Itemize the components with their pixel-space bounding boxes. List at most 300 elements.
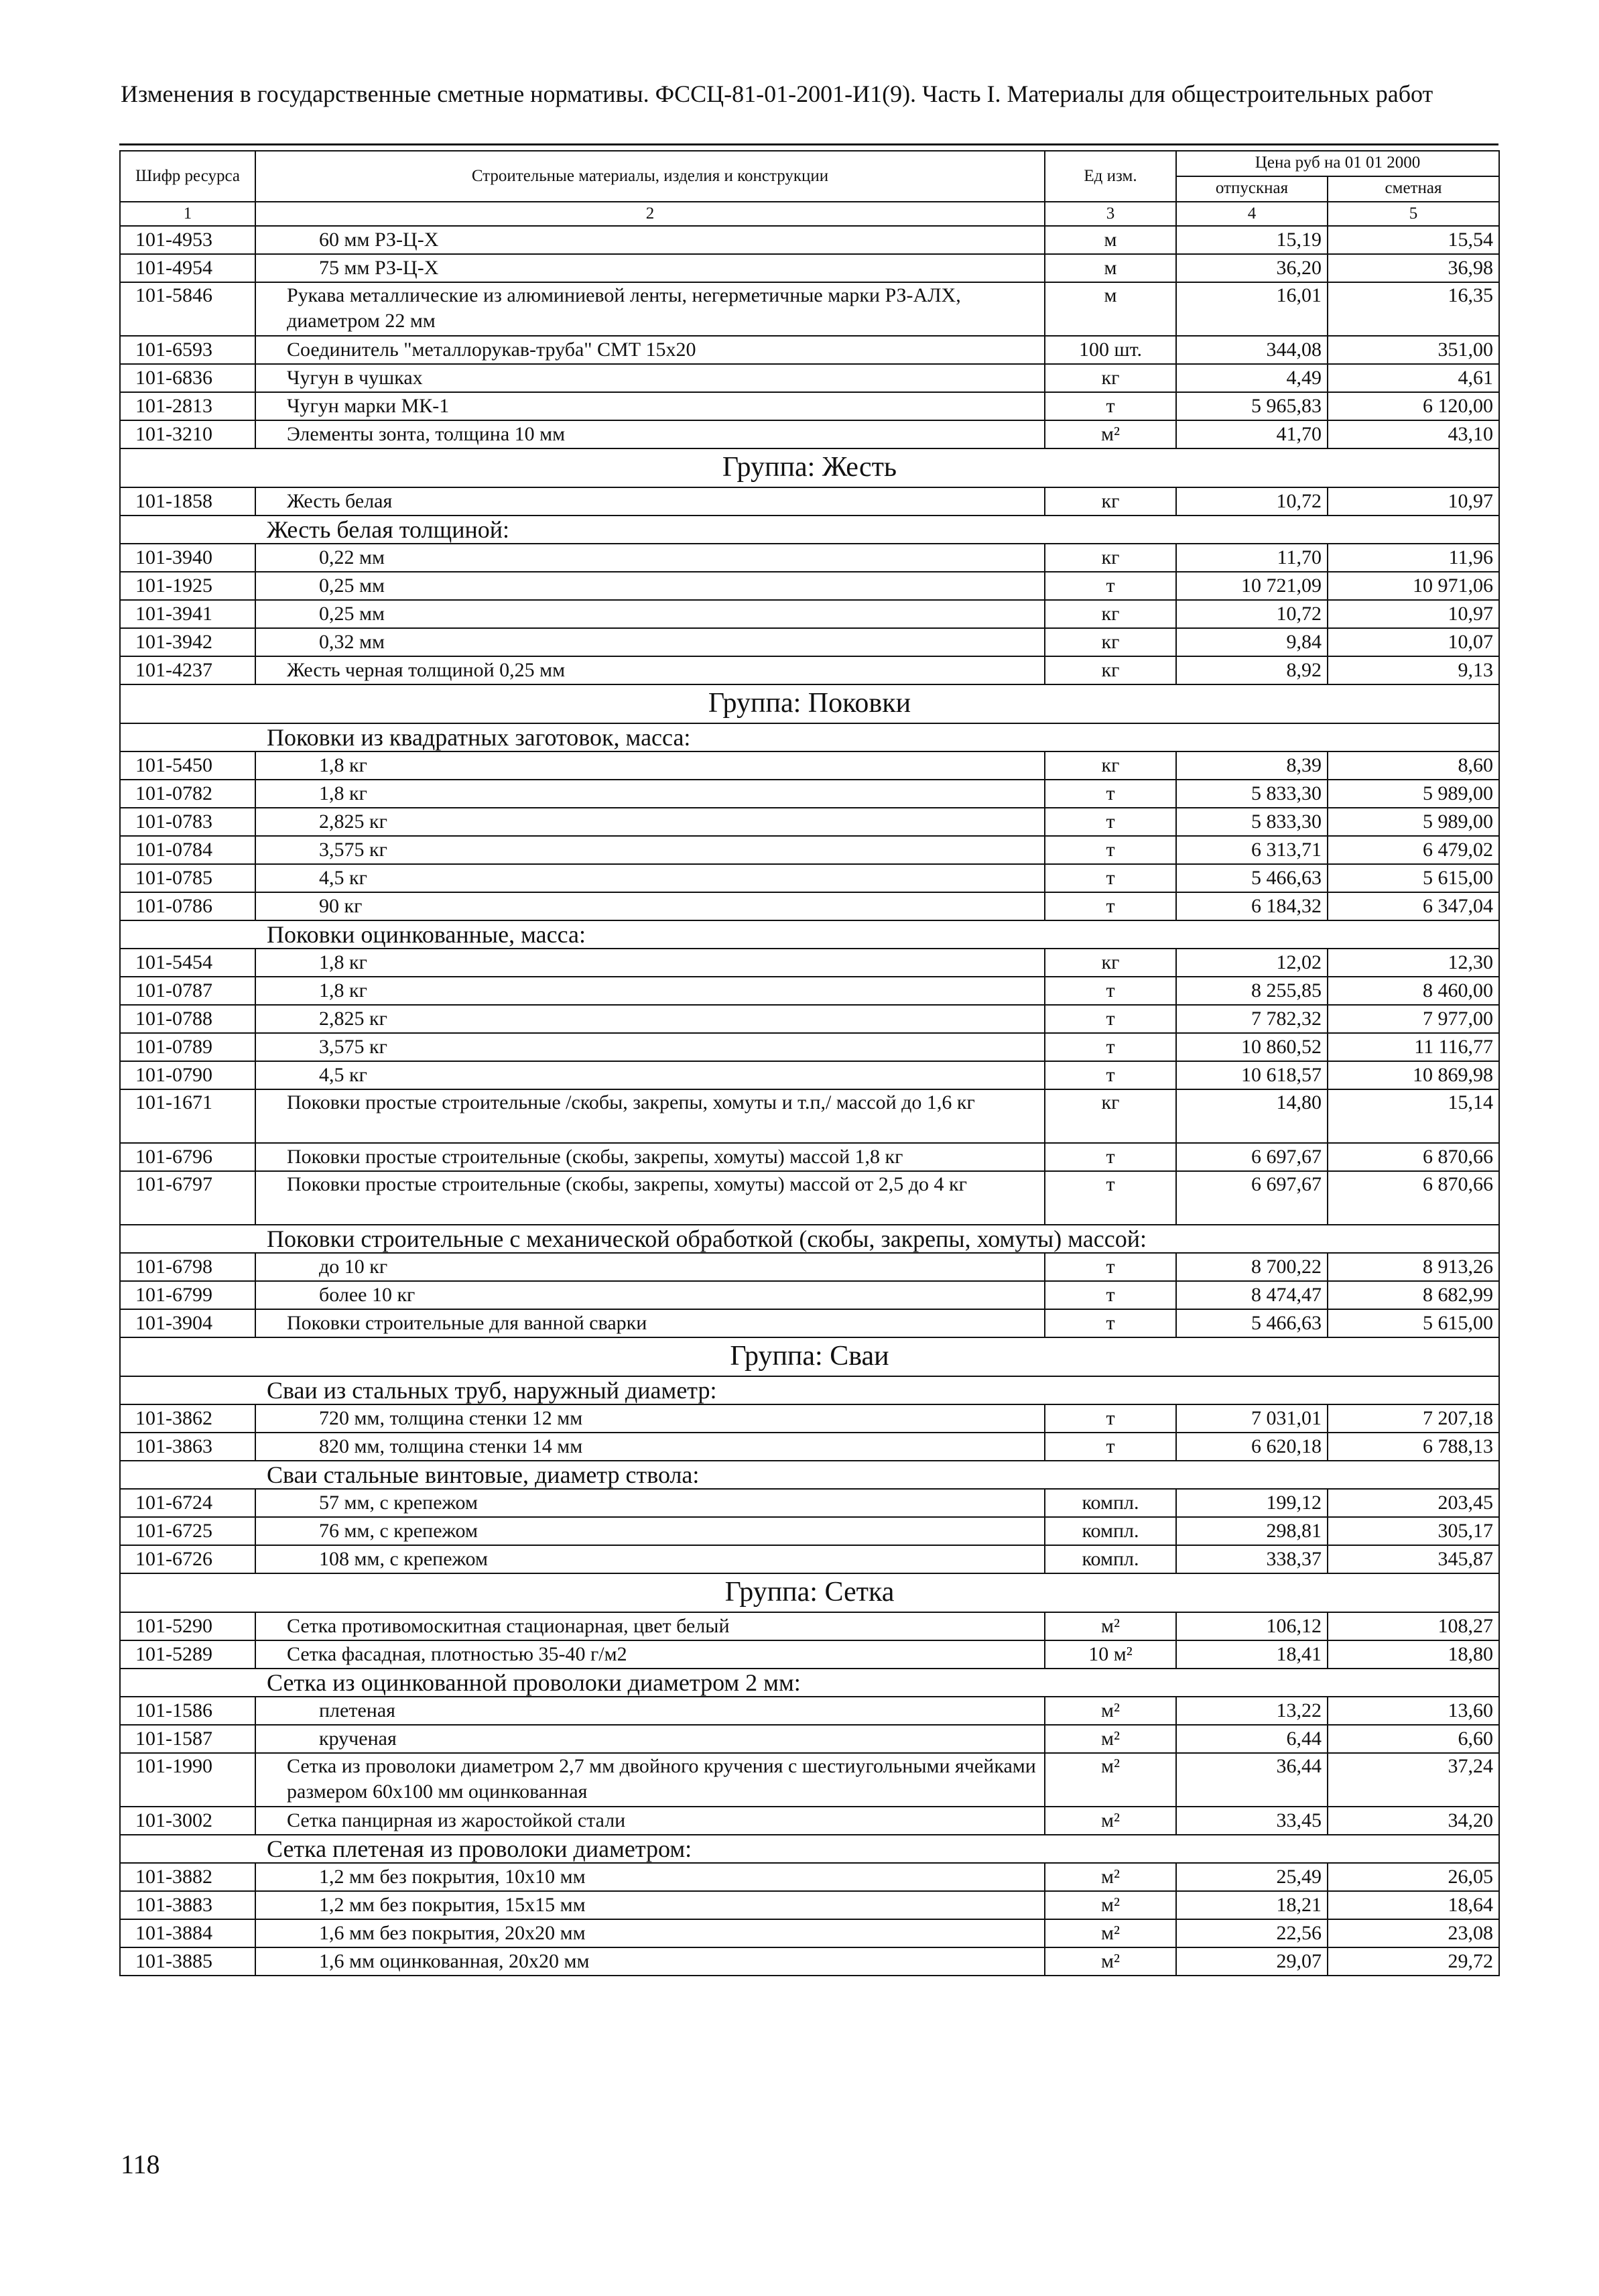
document-header: Изменения в государственные сметные нормативы. ФССЦ-81-01-2001-И1(9). Часть I. Материалы для общестроительных работ xyxy=(121,80,1433,107)
release-price-cell: 4,49 xyxy=(1176,364,1328,392)
unit-cell: т xyxy=(1045,1171,1176,1225)
material-name-cell: 1,8 кг xyxy=(255,751,1045,780)
release-price-cell: 16,01 xyxy=(1176,282,1328,336)
resource-code-cell: 101-3882 xyxy=(120,1863,255,1891)
material-name-cell: Поковки строительные для ванной сварки xyxy=(255,1309,1045,1337)
release-price-cell: 6 184,32 xyxy=(1176,892,1328,920)
material-name-cell: 3,575 кг xyxy=(255,836,1045,864)
resource-code-cell: 101-6796 xyxy=(120,1143,255,1171)
estimate-price-cell: 43,10 xyxy=(1328,420,1499,448)
estimate-price-cell: 23,08 xyxy=(1328,1919,1499,1947)
unit-cell: т xyxy=(1045,1253,1176,1281)
material-name-cell: плетеная xyxy=(255,1697,1045,1725)
release-price-cell: 13,22 xyxy=(1176,1697,1328,1725)
unit-cell: т xyxy=(1045,808,1176,836)
release-price-cell: 12,02 xyxy=(1176,949,1328,977)
estimate-price-cell: 15,14 xyxy=(1328,1089,1499,1143)
release-price-cell: 5 466,63 xyxy=(1176,1309,1328,1337)
column-header-price: Цена руб на 01 01 2000 xyxy=(1176,151,1499,176)
material-name-cell: Сетка из проволоки диаметром 2,7 мм двойного кручения с шестиугольными ячейками размером 60х100 мм оцинкованная xyxy=(255,1753,1045,1807)
unit-cell: м² xyxy=(1045,1807,1176,1835)
subgroup-heading-row xyxy=(120,1225,1499,1253)
price-table xyxy=(119,150,1500,1976)
release-price-cell: 33,45 xyxy=(1176,1807,1328,1835)
table-row xyxy=(120,254,1499,282)
table-row xyxy=(120,282,1499,336)
resource-code-cell: 101-5290 xyxy=(120,1612,255,1640)
estimate-price-cell: 108,27 xyxy=(1328,1612,1499,1640)
material-name-cell: Жесть белая xyxy=(255,487,1045,516)
estimate-price-cell: 6 788,13 xyxy=(1328,1433,1499,1461)
table-row xyxy=(120,420,1499,448)
table-row xyxy=(120,1947,1499,1976)
release-price-cell: 8,92 xyxy=(1176,656,1328,684)
unit-cell: т xyxy=(1045,392,1176,420)
release-price-cell: 29,07 xyxy=(1176,1947,1328,1976)
material-name-cell: до 10 кг xyxy=(255,1253,1045,1281)
unit-cell: т xyxy=(1045,572,1176,600)
resource-code-cell: 101-3862 xyxy=(120,1404,255,1433)
table-row xyxy=(120,226,1499,254)
unit-cell: кг xyxy=(1045,949,1176,977)
estimate-price-cell: 10,97 xyxy=(1328,600,1499,628)
table-row xyxy=(120,892,1499,920)
material-name-cell: Поковки простые строительные /скобы, закрепы, хомуты и т.п,/ массой до 1,6 кг xyxy=(255,1089,1045,1143)
table-row xyxy=(120,780,1499,808)
estimate-price-cell: 6,60 xyxy=(1328,1725,1499,1753)
release-price-cell: 7 782,32 xyxy=(1176,1005,1328,1033)
table-row xyxy=(120,977,1499,1005)
material-name-cell: 820 мм, толщина стенки 14 мм xyxy=(255,1433,1045,1461)
table-row xyxy=(120,1005,1499,1033)
table-body xyxy=(120,226,1499,1976)
unit-cell: т xyxy=(1045,1433,1176,1461)
unit-cell: кг xyxy=(1045,364,1176,392)
resource-code-cell: 101-3942 xyxy=(120,628,255,656)
release-price-cell: 10,72 xyxy=(1176,487,1328,516)
release-price-cell: 36,20 xyxy=(1176,254,1328,282)
material-name-cell: 1,6 мм без покрытия, 20х20 мм xyxy=(255,1919,1045,1947)
unit-cell: м² xyxy=(1045,420,1176,448)
subgroup-heading: Поковки оцинкованные, масса: xyxy=(120,920,1499,949)
resource-code-cell: 101-1671 xyxy=(120,1089,255,1143)
release-price-cell: 8 700,22 xyxy=(1176,1253,1328,1281)
table-row xyxy=(120,487,1499,516)
material-name-cell: 90 кг xyxy=(255,892,1045,920)
table-row xyxy=(120,1640,1499,1669)
release-price-cell: 199,12 xyxy=(1176,1489,1328,1517)
unit-cell: т xyxy=(1045,864,1176,892)
resource-code-cell: 101-0785 xyxy=(120,864,255,892)
estimate-price-cell: 8 913,26 xyxy=(1328,1253,1499,1281)
material-name-cell: 75 мм РЗ-Ц-Х xyxy=(255,254,1045,282)
release-price-cell: 6 697,67 xyxy=(1176,1171,1328,1225)
table-row xyxy=(120,544,1499,572)
estimate-price-cell: 18,64 xyxy=(1328,1891,1499,1919)
resource-code-cell: 101-5846 xyxy=(120,282,255,336)
unit-cell: кг xyxy=(1045,656,1176,684)
unit-cell: т xyxy=(1045,1061,1176,1089)
release-price-cell: 5 466,63 xyxy=(1176,864,1328,892)
resource-code-cell: 101-3940 xyxy=(120,544,255,572)
table-row xyxy=(120,1891,1499,1919)
material-name-cell: 1,2 мм без покрытия, 10х10 мм xyxy=(255,1863,1045,1891)
release-price-cell: 10 721,09 xyxy=(1176,572,1328,600)
unit-cell: т xyxy=(1045,1033,1176,1061)
material-name-cell: Сетка панцирная из жаростойкой стали xyxy=(255,1807,1045,1835)
material-name-cell: 1,8 кг xyxy=(255,949,1045,977)
estimate-price-cell: 10,07 xyxy=(1328,628,1499,656)
estimate-price-cell: 6 120,00 xyxy=(1328,392,1499,420)
estimate-price-cell: 13,60 xyxy=(1328,1697,1499,1725)
resource-code-cell: 101-6797 xyxy=(120,1171,255,1225)
release-price-cell: 11,70 xyxy=(1176,544,1328,572)
subgroup-heading: Поковки строительные с механической обработкой (скобы, закрепы, хомуты) массой: xyxy=(120,1225,1499,1253)
release-price-cell: 344,08 xyxy=(1176,336,1328,364)
release-price-cell: 14,80 xyxy=(1176,1089,1328,1143)
estimate-price-cell: 6 479,02 xyxy=(1328,836,1499,864)
estimate-price-cell: 345,87 xyxy=(1328,1545,1499,1573)
table-row xyxy=(120,1171,1499,1225)
column-number: 4 xyxy=(1176,202,1328,226)
release-price-cell: 18,21 xyxy=(1176,1891,1328,1919)
material-name-cell: 2,825 кг xyxy=(255,808,1045,836)
column-number: 2 xyxy=(255,202,1045,226)
unit-cell: м² xyxy=(1045,1612,1176,1640)
resource-code-cell: 101-5450 xyxy=(120,751,255,780)
material-name-cell: Элементы зонта, толщина 10 мм xyxy=(255,420,1045,448)
material-name-cell: Поковки простые строительные (скобы, закрепы, хомуты) массой от 2,5 до 4 кг xyxy=(255,1171,1045,1225)
unit-cell: м² xyxy=(1045,1947,1176,1976)
estimate-price-cell: 10 971,06 xyxy=(1328,572,1499,600)
unit-cell: 10 м² xyxy=(1045,1640,1176,1669)
unit-cell: кг xyxy=(1045,487,1176,516)
estimate-price-cell: 11 116,77 xyxy=(1328,1033,1499,1061)
resource-code-cell: 101-1587 xyxy=(120,1725,255,1753)
subgroup-heading: Сетка из оцинкованной проволоки диаметром 2 мм: xyxy=(120,1669,1499,1697)
column-header-name: Строительные материалы, изделия и конструкции xyxy=(255,151,1045,202)
resource-code-cell: 101-0783 xyxy=(120,808,255,836)
unit-cell: т xyxy=(1045,836,1176,864)
estimate-price-cell: 8,60 xyxy=(1328,751,1499,780)
table-row xyxy=(120,1433,1499,1461)
release-price-cell: 6 620,18 xyxy=(1176,1433,1328,1461)
material-name-cell: 1,6 мм оцинкованная, 20х20 мм xyxy=(255,1947,1045,1976)
subgroup-heading: Жесть белая толщиной: xyxy=(120,516,1499,544)
release-price-cell: 6 697,67 xyxy=(1176,1143,1328,1171)
material-name-cell: 4,5 кг xyxy=(255,864,1045,892)
material-name-cell: 3,575 кг xyxy=(255,1033,1045,1061)
material-name-cell: более 10 кг xyxy=(255,1281,1045,1309)
release-price-cell: 25,49 xyxy=(1176,1863,1328,1891)
material-name-cell: 60 мм РЗ-Ц-Х xyxy=(255,226,1045,254)
release-price-cell: 6 313,71 xyxy=(1176,836,1328,864)
material-name-cell: 1,8 кг xyxy=(255,977,1045,1005)
table-row xyxy=(120,600,1499,628)
subgroup-heading-row xyxy=(120,723,1499,751)
estimate-price-cell: 203,45 xyxy=(1328,1489,1499,1517)
column-header-code: Шифр ресурса xyxy=(120,151,255,202)
release-price-cell: 8 474,47 xyxy=(1176,1281,1328,1309)
group-heading-row xyxy=(120,684,1499,723)
resource-code-cell: 101-1990 xyxy=(120,1753,255,1807)
material-name-cell: 57 мм, с крепежом xyxy=(255,1489,1045,1517)
subgroup-heading-row xyxy=(120,1669,1499,1697)
estimate-price-cell: 6 870,66 xyxy=(1328,1171,1499,1225)
release-price-cell: 338,37 xyxy=(1176,1545,1328,1573)
material-name-cell: Сетка фасадная, плотностью 35-40 г/м2 xyxy=(255,1640,1045,1669)
subgroup-heading: Поковки из квадратных заготовок, масса: xyxy=(120,723,1499,751)
release-price-cell: 18,41 xyxy=(1176,1640,1328,1669)
material-name-cell: Сетка противомоскитная стационарная, цвет белый xyxy=(255,1612,1045,1640)
subgroup-heading-row xyxy=(120,516,1499,544)
resource-code-cell: 101-4954 xyxy=(120,254,255,282)
resource-code-cell: 101-6798 xyxy=(120,1253,255,1281)
material-name-cell: 4,5 кг xyxy=(255,1061,1045,1089)
release-price-cell: 10 618,57 xyxy=(1176,1061,1328,1089)
table-row xyxy=(120,1919,1499,1947)
unit-cell: кг xyxy=(1045,1089,1176,1143)
resource-code-cell: 101-0786 xyxy=(120,892,255,920)
resource-code-cell: 101-3210 xyxy=(120,420,255,448)
unit-cell: м² xyxy=(1045,1891,1176,1919)
table-row xyxy=(120,1545,1499,1573)
unit-cell: м² xyxy=(1045,1697,1176,1725)
estimate-price-cell: 5 989,00 xyxy=(1328,780,1499,808)
estimate-price-cell: 10 869,98 xyxy=(1328,1061,1499,1089)
material-name-cell: 0,25 мм xyxy=(255,600,1045,628)
table-row xyxy=(120,1863,1499,1891)
material-name-cell: крученая xyxy=(255,1725,1045,1753)
resource-code-cell: 101-3863 xyxy=(120,1433,255,1461)
resource-code-cell: 101-1586 xyxy=(120,1697,255,1725)
table-row xyxy=(120,1612,1499,1640)
subgroup-heading-row xyxy=(120,920,1499,949)
table-row xyxy=(120,1753,1499,1807)
release-price-cell: 41,70 xyxy=(1176,420,1328,448)
estimate-price-cell: 305,17 xyxy=(1328,1517,1499,1545)
resource-code-cell: 101-2813 xyxy=(120,392,255,420)
release-price-cell: 10,72 xyxy=(1176,600,1328,628)
resource-code-cell: 101-6799 xyxy=(120,1281,255,1309)
unit-cell: м² xyxy=(1045,1725,1176,1753)
unit-cell: м xyxy=(1045,254,1176,282)
unit-cell: т xyxy=(1045,1005,1176,1033)
release-price-cell: 106,12 xyxy=(1176,1612,1328,1640)
unit-cell: м xyxy=(1045,226,1176,254)
subgroup-heading-row xyxy=(120,1461,1499,1489)
material-name-cell: 0,22 мм xyxy=(255,544,1045,572)
unit-cell: кг xyxy=(1045,544,1176,572)
estimate-price-cell: 351,00 xyxy=(1328,336,1499,364)
material-name-cell: 2,825 кг xyxy=(255,1005,1045,1033)
subgroup-heading: Сетка плетеная из проволоки диаметром: xyxy=(120,1835,1499,1863)
resource-code-cell: 101-6725 xyxy=(120,1517,255,1545)
estimate-price-cell: 12,30 xyxy=(1328,949,1499,977)
table-row xyxy=(120,1725,1499,1753)
unit-cell: компл. xyxy=(1045,1545,1176,1573)
table-row xyxy=(120,336,1499,364)
estimate-price-cell: 6 870,66 xyxy=(1328,1143,1499,1171)
table-row xyxy=(120,364,1499,392)
resource-code-cell: 101-6836 xyxy=(120,364,255,392)
unit-cell: т xyxy=(1045,892,1176,920)
material-name-cell: 720 мм, толщина стенки 12 мм xyxy=(255,1404,1045,1433)
release-price-cell: 22,56 xyxy=(1176,1919,1328,1947)
unit-cell: кг xyxy=(1045,628,1176,656)
release-price-cell: 7 031,01 xyxy=(1176,1404,1328,1433)
column-number: 1 xyxy=(120,202,255,226)
release-price-cell: 5 833,30 xyxy=(1176,808,1328,836)
unit-cell: кг xyxy=(1045,600,1176,628)
table-row xyxy=(120,572,1499,600)
release-price-cell: 36,44 xyxy=(1176,1753,1328,1807)
resource-code-cell: 101-0787 xyxy=(120,977,255,1005)
release-price-cell: 9,84 xyxy=(1176,628,1328,656)
column-header-unit: Ед изм. xyxy=(1045,151,1176,202)
table-header-row xyxy=(120,151,1499,176)
resource-code-cell: 101-3885 xyxy=(120,1947,255,1976)
estimate-price-cell: 34,20 xyxy=(1328,1807,1499,1835)
release-price-cell: 10 860,52 xyxy=(1176,1033,1328,1061)
material-name-cell: Чугун марки МК-1 xyxy=(255,392,1045,420)
material-name-cell: Жесть черная толщиной 0,25 мм xyxy=(255,656,1045,684)
resource-code-cell: 101-5454 xyxy=(120,949,255,977)
material-name-cell: 108 мм, с крепежом xyxy=(255,1545,1045,1573)
estimate-price-cell: 6 347,04 xyxy=(1328,892,1499,920)
resource-code-cell: 101-0788 xyxy=(120,1005,255,1033)
estimate-price-cell: 8 460,00 xyxy=(1328,977,1499,1005)
resource-code-cell: 101-1925 xyxy=(120,572,255,600)
unit-cell: м xyxy=(1045,282,1176,336)
column-numbers-row xyxy=(120,202,1499,226)
release-price-cell: 8,39 xyxy=(1176,751,1328,780)
group-heading-row xyxy=(120,448,1499,487)
unit-cell: компл. xyxy=(1045,1489,1176,1517)
unit-cell: т xyxy=(1045,780,1176,808)
resource-code-cell: 101-6724 xyxy=(120,1489,255,1517)
resource-code-cell: 101-0789 xyxy=(120,1033,255,1061)
estimate-price-cell: 37,24 xyxy=(1328,1753,1499,1807)
resource-code-cell: 101-1858 xyxy=(120,487,255,516)
resource-code-cell: 101-3904 xyxy=(120,1309,255,1337)
estimate-price-cell: 5 615,00 xyxy=(1328,1309,1499,1337)
unit-cell: т xyxy=(1045,977,1176,1005)
estimate-price-cell: 16,35 xyxy=(1328,282,1499,336)
subgroup-heading: Сваи стальные винтовые, диаметр ствола: xyxy=(120,1461,1499,1489)
resource-code-cell: 101-6593 xyxy=(120,336,255,364)
estimate-price-cell: 29,72 xyxy=(1328,1947,1499,1976)
table-row xyxy=(120,1697,1499,1725)
estimate-price-cell: 7 207,18 xyxy=(1328,1404,1499,1433)
resource-code-cell: 101-0790 xyxy=(120,1061,255,1089)
subgroup-heading-row xyxy=(120,1376,1499,1404)
estimate-price-cell: 5 989,00 xyxy=(1328,808,1499,836)
release-price-cell: 15,19 xyxy=(1176,226,1328,254)
material-name-cell: 1,8 кг xyxy=(255,780,1045,808)
table-row xyxy=(120,628,1499,656)
unit-cell: м² xyxy=(1045,1919,1176,1947)
table-row xyxy=(120,1404,1499,1433)
table-row xyxy=(120,1489,1499,1517)
table-row xyxy=(120,1517,1499,1545)
estimate-price-cell: 10,97 xyxy=(1328,487,1499,516)
table-row xyxy=(120,836,1499,864)
resource-code-cell: 101-6726 xyxy=(120,1545,255,1573)
resource-code-cell: 101-0782 xyxy=(120,780,255,808)
table-row xyxy=(120,751,1499,780)
resource-code-cell: 101-3884 xyxy=(120,1919,255,1947)
estimate-price-cell: 26,05 xyxy=(1328,1863,1499,1891)
group-heading-row xyxy=(120,1337,1499,1376)
table-row xyxy=(120,1061,1499,1089)
unit-cell: компл. xyxy=(1045,1517,1176,1545)
table-row xyxy=(120,1309,1499,1337)
unit-cell: т xyxy=(1045,1404,1176,1433)
column-header-release: отпускная xyxy=(1176,176,1328,202)
unit-cell: м² xyxy=(1045,1753,1176,1807)
estimate-price-cell: 15,54 xyxy=(1328,226,1499,254)
table-row xyxy=(120,1089,1499,1143)
subgroup-heading-row xyxy=(120,1835,1499,1863)
table-row xyxy=(120,1807,1499,1835)
release-price-cell: 5 965,83 xyxy=(1176,392,1328,420)
subgroup-heading: Сваи из стальных труб, наружный диаметр: xyxy=(120,1376,1499,1404)
material-name-cell: Чугун в чушках xyxy=(255,364,1045,392)
estimate-price-cell: 36,98 xyxy=(1328,254,1499,282)
resource-code-cell: 101-3941 xyxy=(120,600,255,628)
release-price-cell: 8 255,85 xyxy=(1176,977,1328,1005)
estimate-price-cell: 11,96 xyxy=(1328,544,1499,572)
column-header-estimate: сметная xyxy=(1328,176,1499,202)
estimate-price-cell: 18,80 xyxy=(1328,1640,1499,1669)
resource-code-cell: 101-3883 xyxy=(120,1891,255,1919)
resource-code-cell: 101-0784 xyxy=(120,836,255,864)
estimate-price-cell: 9,13 xyxy=(1328,656,1499,684)
material-name-cell: 0,32 мм xyxy=(255,628,1045,656)
header-divider xyxy=(119,143,1498,145)
material-name-cell: 1,2 мм без покрытия, 15х15 мм xyxy=(255,1891,1045,1919)
resource-code-cell: 101-5289 xyxy=(120,1640,255,1669)
table-row xyxy=(120,392,1499,420)
group-heading: Группа: Жесть xyxy=(120,448,1499,487)
group-heading: Группа: Поковки xyxy=(120,684,1499,723)
material-name-cell: Рукава металлические из алюминиевой ленты, негерметичные марки РЗ-АЛХ, диаметром 22 мм xyxy=(255,282,1045,336)
page-number: 118 xyxy=(121,2149,160,2179)
group-heading: Группа: Сваи xyxy=(120,1337,1499,1376)
group-heading-row xyxy=(120,1573,1499,1612)
material-name-cell: Поковки простые строительные (скобы, закрепы, хомуты) массой 1,8 кг xyxy=(255,1143,1045,1171)
table-row xyxy=(120,864,1499,892)
table-row xyxy=(120,949,1499,977)
material-name-cell: Соединитель "металлорукав-труба" СМТ 15х20 xyxy=(255,336,1045,364)
unit-cell: т xyxy=(1045,1143,1176,1171)
resource-code-cell: 101-4953 xyxy=(120,226,255,254)
table-row xyxy=(120,1033,1499,1061)
column-number: 5 xyxy=(1328,202,1499,226)
unit-cell: т xyxy=(1045,1281,1176,1309)
table-row xyxy=(120,1281,1499,1309)
column-number: 3 xyxy=(1045,202,1176,226)
unit-cell: т xyxy=(1045,1309,1176,1337)
table-row xyxy=(120,1253,1499,1281)
release-price-cell: 6,44 xyxy=(1176,1725,1328,1753)
release-price-cell: 5 833,30 xyxy=(1176,780,1328,808)
material-name-cell: 0,25 мм xyxy=(255,572,1045,600)
estimate-price-cell: 7 977,00 xyxy=(1328,1005,1499,1033)
unit-cell: 100 шт. xyxy=(1045,336,1176,364)
resource-code-cell: 101-3002 xyxy=(120,1807,255,1835)
